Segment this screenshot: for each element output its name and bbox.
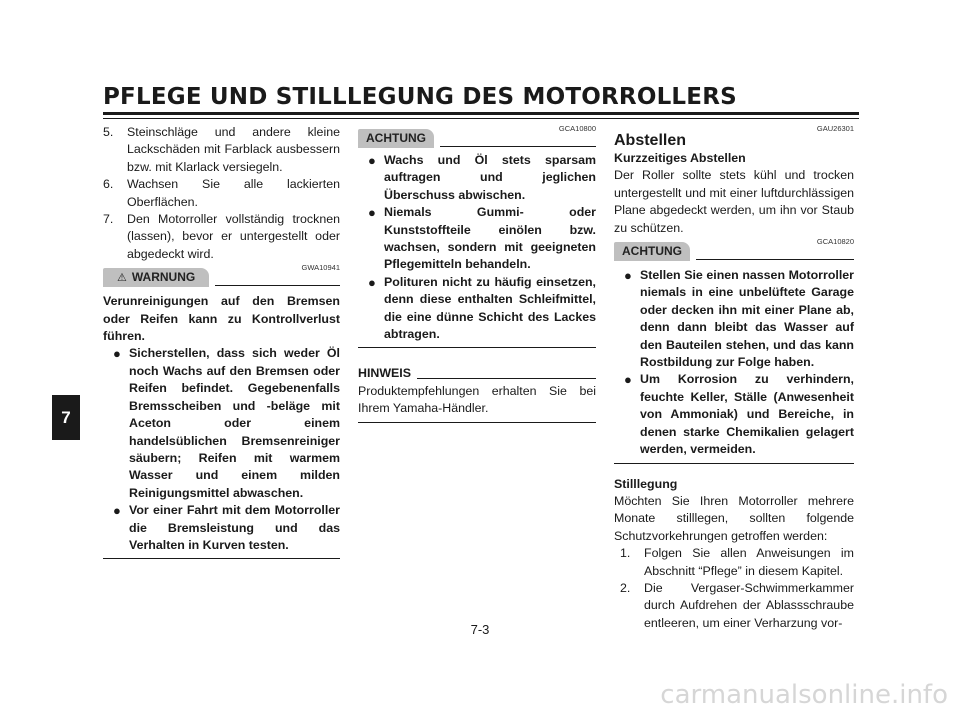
bullet-text: Vor einer Fahrt mit dem Motorroller die Bremsleistung und das Verhalten in Kurven testen. [129, 503, 340, 552]
header-rule [696, 259, 854, 260]
intro-text: Der Roller sollte stets kühl und trocken untergestellt und mit einer luftdurchlässigen Plane abgedeckt werden, um ihn vor Staub zu schützen. [614, 168, 854, 235]
chapter-tab: 7 [52, 395, 80, 440]
section-code: GAU26301 [816, 124, 854, 133]
item-text: Folgen Sie allen Anweisungen im Abschnitt “Pflege” in diesem Kapitel. [644, 546, 854, 578]
list-item [103, 124, 340, 176]
list-item [614, 371, 854, 458]
item-number: 5. [103, 125, 114, 139]
list-item [103, 176, 340, 211]
bullet-text: Niemals Gummi- oder Kunststoffteile einölen bzw. wachsen, sondern mit geeigneten Pflegemitteln behandeln. [384, 205, 596, 272]
bullet-icon: ● [624, 372, 632, 388]
item-number: 2. [620, 580, 631, 595]
bullet-icon: ● [368, 153, 376, 168]
warning-text: Verunreinigungen auf den Bremsen oder Reifen kann zu Kontrollverlust führen. [103, 294, 340, 344]
bullet-text: Polituren nicht zu häufig einsetzen, denn diese enthalten Schleifmittel, die eine dünne Schicht des Lackes abtragen. [384, 274, 596, 342]
bullet-text: Wachs und Öl stets sparsam auftragen und jeglichen Überschuss abwischen. [384, 153, 596, 202]
column-1 [103, 124, 340, 559]
warning-triangle-icon: ⚠ [117, 272, 127, 285]
caution-badge: ACHTUNG [358, 129, 434, 148]
list-item [103, 211, 340, 263]
list-item [358, 204, 596, 274]
item-text: Die Vergaser-Schwimmerkammer durch Aufdrehen der Ablassschraube entleeren, um einer Verharzung vor- [644, 580, 854, 630]
page-title: PFLEGE UND STILLLEGUNG DES MOTORROLLERS [103, 84, 737, 110]
list-item [358, 274, 596, 344]
bullet-icon: ● [624, 268, 632, 284]
list-item [103, 502, 340, 554]
header-rule [440, 146, 596, 147]
section-end-rule [358, 422, 596, 423]
item-number: 6. [103, 177, 114, 192]
subsection-title: Stilllegung [614, 476, 678, 491]
warning-code: GWA10941 [301, 263, 340, 273]
caution-badge: ACHTUNG [614, 242, 690, 261]
warning-label: WARNUNG [131, 270, 196, 285]
bullet-icon: ● [113, 503, 121, 519]
subsection-title: Kurzzeitiges Abstellen [614, 151, 746, 165]
bullet-icon: ● [368, 274, 376, 290]
bullet-text: Um Korrosion zu verhindern, feuchte Keller, Ställe (Anwesenheit von Ammoniak) und Bereiche, in denen starke Chemikalien gelagert werden, vermeiden. [640, 372, 854, 457]
item-text: Wachsen Sie alle lackierten Oberflächen. [127, 177, 340, 209]
list-item [614, 267, 854, 371]
item-text: Den Motorroller vollständig trocknen (lassen), bevor er untergestellt oder abgedeckt wird. [127, 212, 340, 261]
caution-code: GCA10820 [816, 237, 854, 247]
column-3 [614, 124, 854, 632]
header-rule [417, 378, 596, 379]
list-item [358, 152, 596, 204]
bullet-text: Sicherstellen, dass sich weder Öl noch Wachs auf den Bremsen oder Reifen befindet. Gegebenenfalls Bremsscheiben und -beläge mit Aceton oder einem handelsüblichen Bremsenreiniger säubern; Reifen mit warmem Wasser und einem milden Reinigungsmittel abwaschen. [129, 346, 340, 500]
warning-badge [103, 268, 209, 287]
page-number: 7-3 [470, 622, 490, 637]
column-2 [358, 124, 596, 423]
item-number: 7. [103, 212, 114, 227]
header-rule [215, 285, 340, 286]
item-text: Steinschläge und andere kleine Lackschäden mit Farblack ausbessern bzw. mit Klarlack versiegeln. [127, 125, 340, 174]
note-label: HINWEIS [358, 366, 412, 381]
bullet-icon: ● [113, 346, 121, 362]
watermark: carmanualsonline.info [660, 680, 948, 710]
note-header [358, 365, 596, 382]
list-item [614, 545, 854, 580]
list-item [103, 345, 340, 502]
storage-text: Möchten Sie Ihren Motorroller mehrere Monate stilllegen, sollten folgende Schutzvorkehrungen getroffen werden: [614, 493, 854, 543]
item-number: 1. [620, 546, 631, 561]
title-rule [103, 112, 859, 119]
section-end-rule [103, 558, 340, 559]
caution-code: GCA10800 [558, 124, 596, 133]
bullet-text: Stellen Sie einen nassen Motorroller niemals in eine unbelüftete Garage oder decken ihn mit einer Plane ab, denn dann bleibt das Wasser auf den Bauteilen stehen, und das kann Rostbildung zur Folge haben. [640, 268, 854, 370]
bullet-icon: ● [368, 205, 376, 221]
note-text: Produktempfehlungen erhalten Sie bei Ihrem Yamaha-Händler. [358, 383, 596, 416]
section-title: Abstellen [614, 132, 687, 149]
